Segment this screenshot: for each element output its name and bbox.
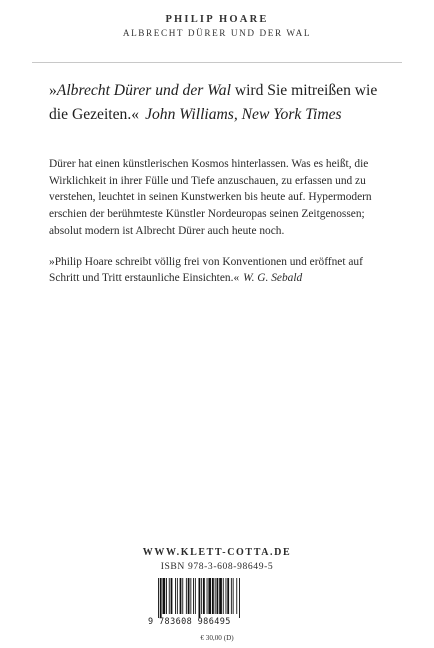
barcode-digits: 9 783608 986495 bbox=[148, 617, 231, 627]
quote-source: John Williams, New York Times bbox=[145, 106, 342, 123]
author-name: PHILIP HOARE bbox=[165, 14, 269, 25]
cover-header bbox=[0, 13, 434, 40]
publisher-footer bbox=[0, 546, 434, 574]
divider-rule bbox=[32, 62, 402, 63]
quote-book-title: Albrecht Dürer und der Wal bbox=[56, 82, 231, 99]
quote-open-mark: » bbox=[49, 82, 57, 99]
isbn-number: ISBN 978-3-608-98649-5 bbox=[160, 561, 274, 572]
quote-text: wird Sie mitreißen wie die Gezeiten.« bbox=[49, 82, 378, 123]
price-label: € 30,00 (D) bbox=[200, 634, 234, 642]
review-quote-text: »Philip Hoare schreibt völlig frei von Konventionen und eröffnet auf Schritt und Tritt erstaunliche Einsichten.« bbox=[49, 255, 363, 285]
publisher-url: WWW.KLETT-COTTA.DE bbox=[142, 547, 292, 558]
featured-quote bbox=[49, 79, 389, 127]
description-paragraph: Dürer hat einen künstlerischen Kosmos hinterlassen. Was es heißt, die Wirklichkeit in ihrer Fülle und Tiefe anzuschauen, zu erfassen und zu verstehen, leuchtet in seinen Kunstwerken bis heute auf. Hypermodern erschien der berühmteste Künstler Nordeuropas seinen Zeitgenossen; absolut modern ist Albrecht Dürer auch heute noch. bbox=[49, 158, 372, 237]
description bbox=[49, 156, 389, 287]
barcode-icon bbox=[156, 578, 276, 618]
review-quote bbox=[49, 254, 389, 287]
book-title: ALBRECHT DÜRER UND DER WAL bbox=[122, 28, 312, 38]
barcode-block bbox=[148, 578, 284, 630]
review-quote-source: W. G. Sebald bbox=[243, 272, 303, 285]
